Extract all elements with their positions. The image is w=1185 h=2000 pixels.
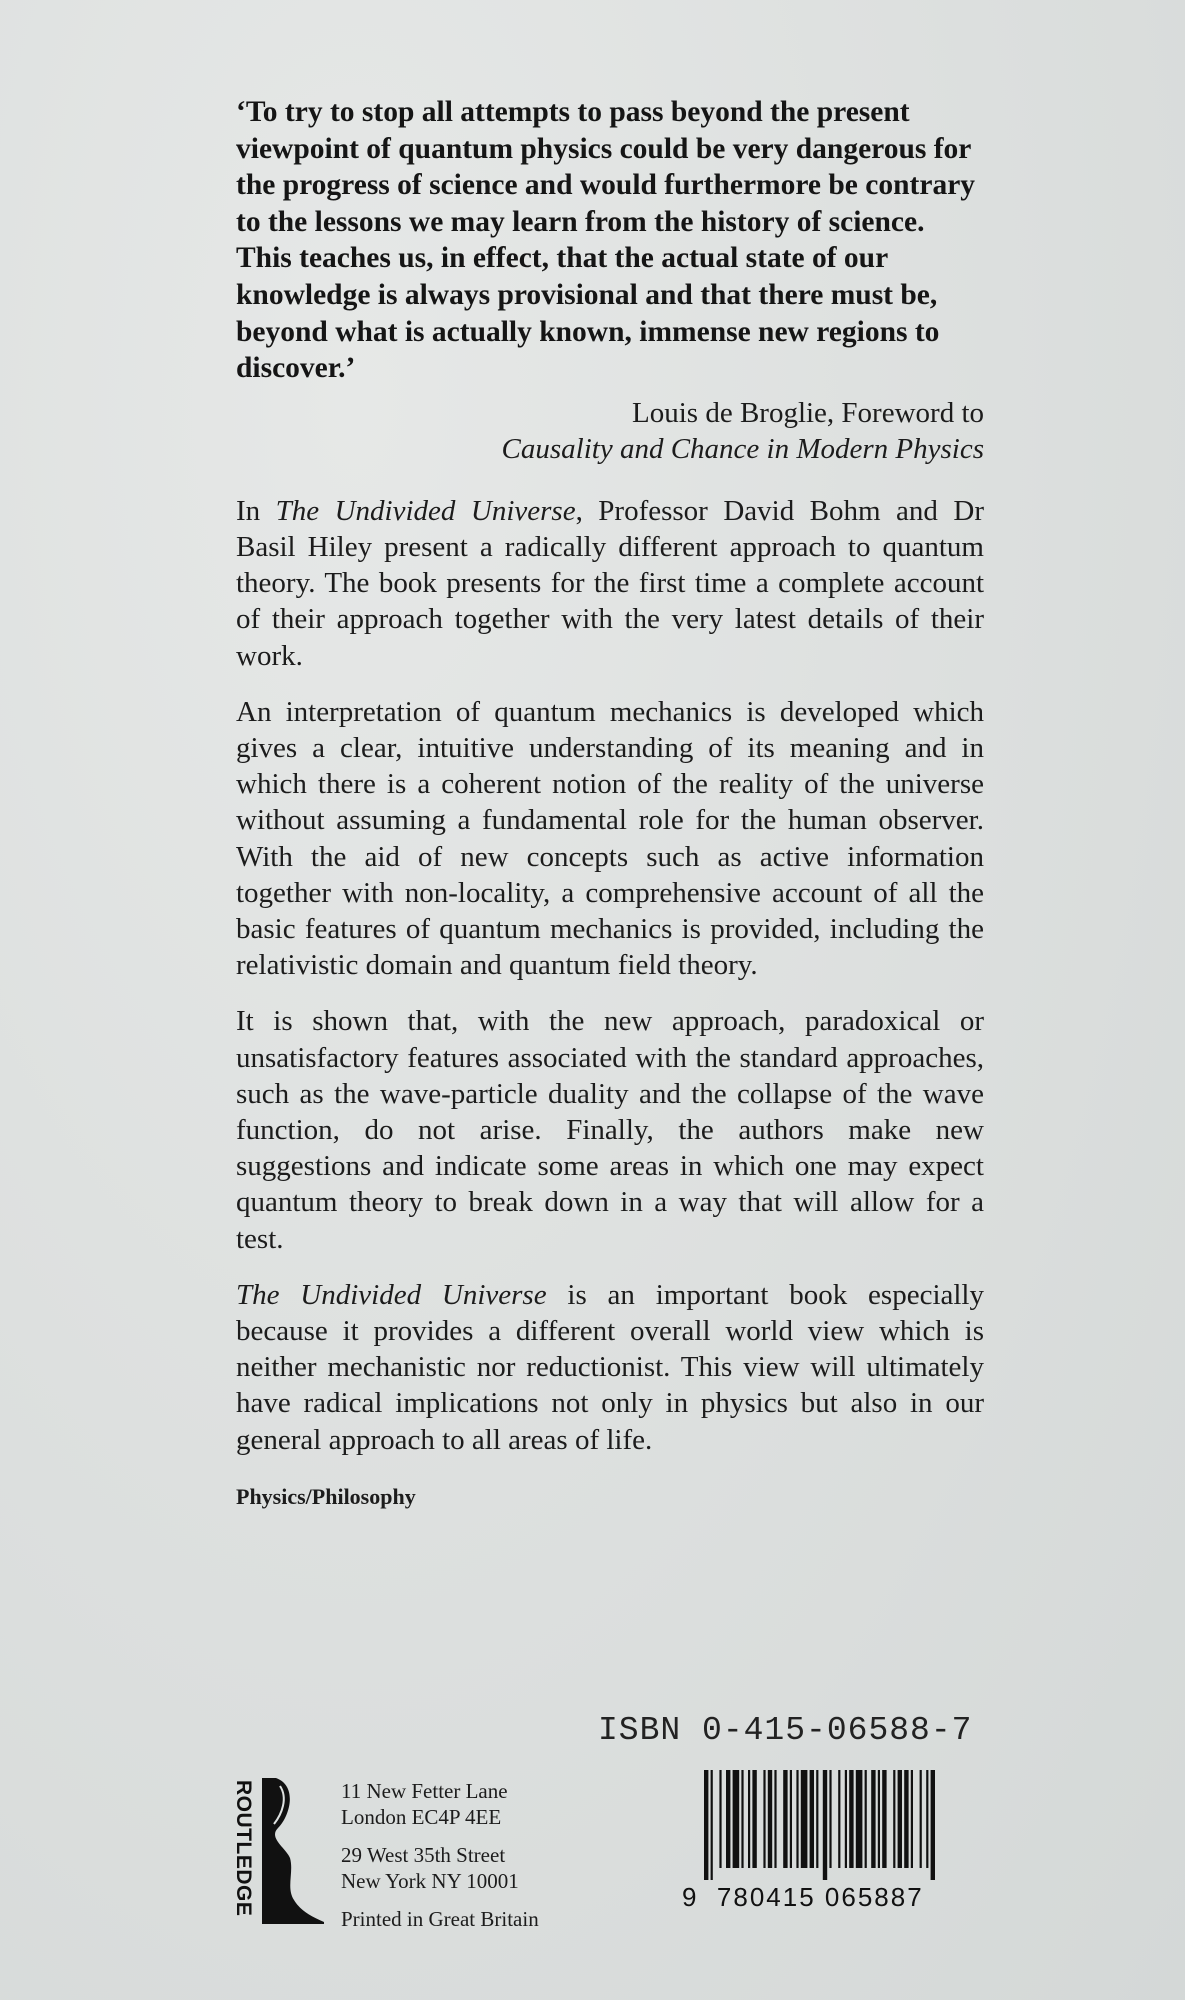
barcode-bar [898, 1770, 902, 1868]
address-line: 29 West 35th Street [341, 1843, 506, 1867]
barcode-bar [856, 1770, 863, 1868]
barcode-bar [845, 1770, 847, 1868]
printed-in-note: Printed in Great Britain [341, 1907, 539, 1931]
barcode-bar [704, 1770, 708, 1880]
barcode-bar [783, 1770, 787, 1868]
barcode-bar [763, 1770, 765, 1868]
intro-post: , Professor David Bohm and Dr Basil Hiley present a radically different approach to quantum theory. The book presents for the first time a complete account of their approach together with the very latest details of their work. [236, 494, 984, 672]
closing-post: is an important book especially because it provides a different overall world view which is neither mechanistic nor reductionist. This view will ultimately have radical implications not only in physics but also in our general approach to all areas of life. [236, 1278, 984, 1456]
book-title-intro: The Undivided Universe [275, 494, 576, 527]
barcode-bar [711, 1770, 713, 1880]
barcode-lead-digit: 9 [682, 1882, 699, 1912]
barcode-bar [878, 1770, 880, 1868]
barcode-bar [926, 1770, 928, 1868]
barcode-bar [801, 1770, 808, 1868]
paragraph-interpretation: An interpretation of quantum mechanics is developed which gives a clear, intuitive understanding of its meaning and in which there is a coherent notion of the reality of the universe without assuming a fundamental role for the human observer. With the aid of new concepts such as active information together with non-locality, a comprehensive account of all the basic features of quantum mechanics is provided, including the relativistic domain and quantum field theory. [236, 695, 984, 982]
quote-author: Louis de Broglie, Foreword to [632, 396, 984, 429]
barcode-bar [752, 1770, 756, 1868]
barcode-bar [768, 1770, 772, 1868]
barcode-digits [682, 1882, 924, 1913]
barcode-bar [726, 1770, 730, 1868]
barcode-bar [865, 1770, 867, 1868]
publisher-address [341, 1778, 539, 1932]
paragraph-approach: It is shown that, with the new approach, paradoxical or unsatisfactory features associated with the standard approaches, such as the wave-particle duality and the collapse of the wave function, do not arise. Finally, the authors make new suggestions and indicate some areas in which one may expect quantum theory to break down in a way that will allow for a test. [236, 1005, 984, 1255]
barcode-bar [871, 1770, 875, 1868]
barcode-bar [931, 1770, 935, 1880]
barcode-bar [790, 1770, 792, 1868]
barcode-bar [829, 1770, 831, 1868]
barcode-bar [838, 1770, 840, 1868]
barcode-bar [719, 1770, 721, 1868]
barcode-bar [816, 1770, 818, 1868]
barcode-bar [911, 1770, 913, 1868]
barcode-bar [748, 1770, 750, 1868]
barcode-bar [733, 1770, 740, 1868]
barcode-bar [849, 1770, 853, 1868]
barcode-bar [904, 1770, 908, 1868]
isbn-text: ISBN 0-415-06588-7 [598, 1712, 973, 1749]
publisher-name: ROUTLEDGE [232, 1779, 255, 1917]
subject-category: Physics/Philosophy [236, 1483, 416, 1509]
quote-attribution [236, 395, 984, 467]
paragraph-intro [236, 493, 984, 674]
barcode-bar [823, 1770, 827, 1880]
quote-source: Causality and Chance in Modern Physics [501, 432, 984, 465]
blurb-column [236, 94, 984, 1510]
address-line: 11 New Fetter Lane [341, 1779, 508, 1803]
barcode-number: 780415 065887 [716, 1882, 924, 1912]
barcode-bar [920, 1770, 922, 1868]
barcode-icon [682, 1770, 972, 1880]
barcode-bar [893, 1770, 895, 1868]
barcode-bar [810, 1770, 814, 1868]
epigraph-quote: ‘To try to stop all attempts to pass beyond the present viewpoint of quantum physics could be very dangerous for the progress of science and would furthermore be contrary to the lessons we may learn from the history of science. This teaches us, in effect, that the actual state of our knowledge is always provisional and that there must be, beyond what is actually known, immense new regions to discover.’ [236, 96, 976, 385]
address-line: London EC4P 4EE [341, 1805, 502, 1829]
barcode-bar [741, 1770, 743, 1868]
barcode-bar [796, 1770, 798, 1868]
paragraph-importance [236, 1277, 984, 1458]
book-title-closing: The Undivided Universe [236, 1278, 547, 1311]
intro-pre: In [236, 494, 276, 527]
barcode-bar [882, 1770, 886, 1868]
address-line: New York NY 10001 [341, 1869, 519, 1893]
barcode-bar [774, 1770, 776, 1868]
